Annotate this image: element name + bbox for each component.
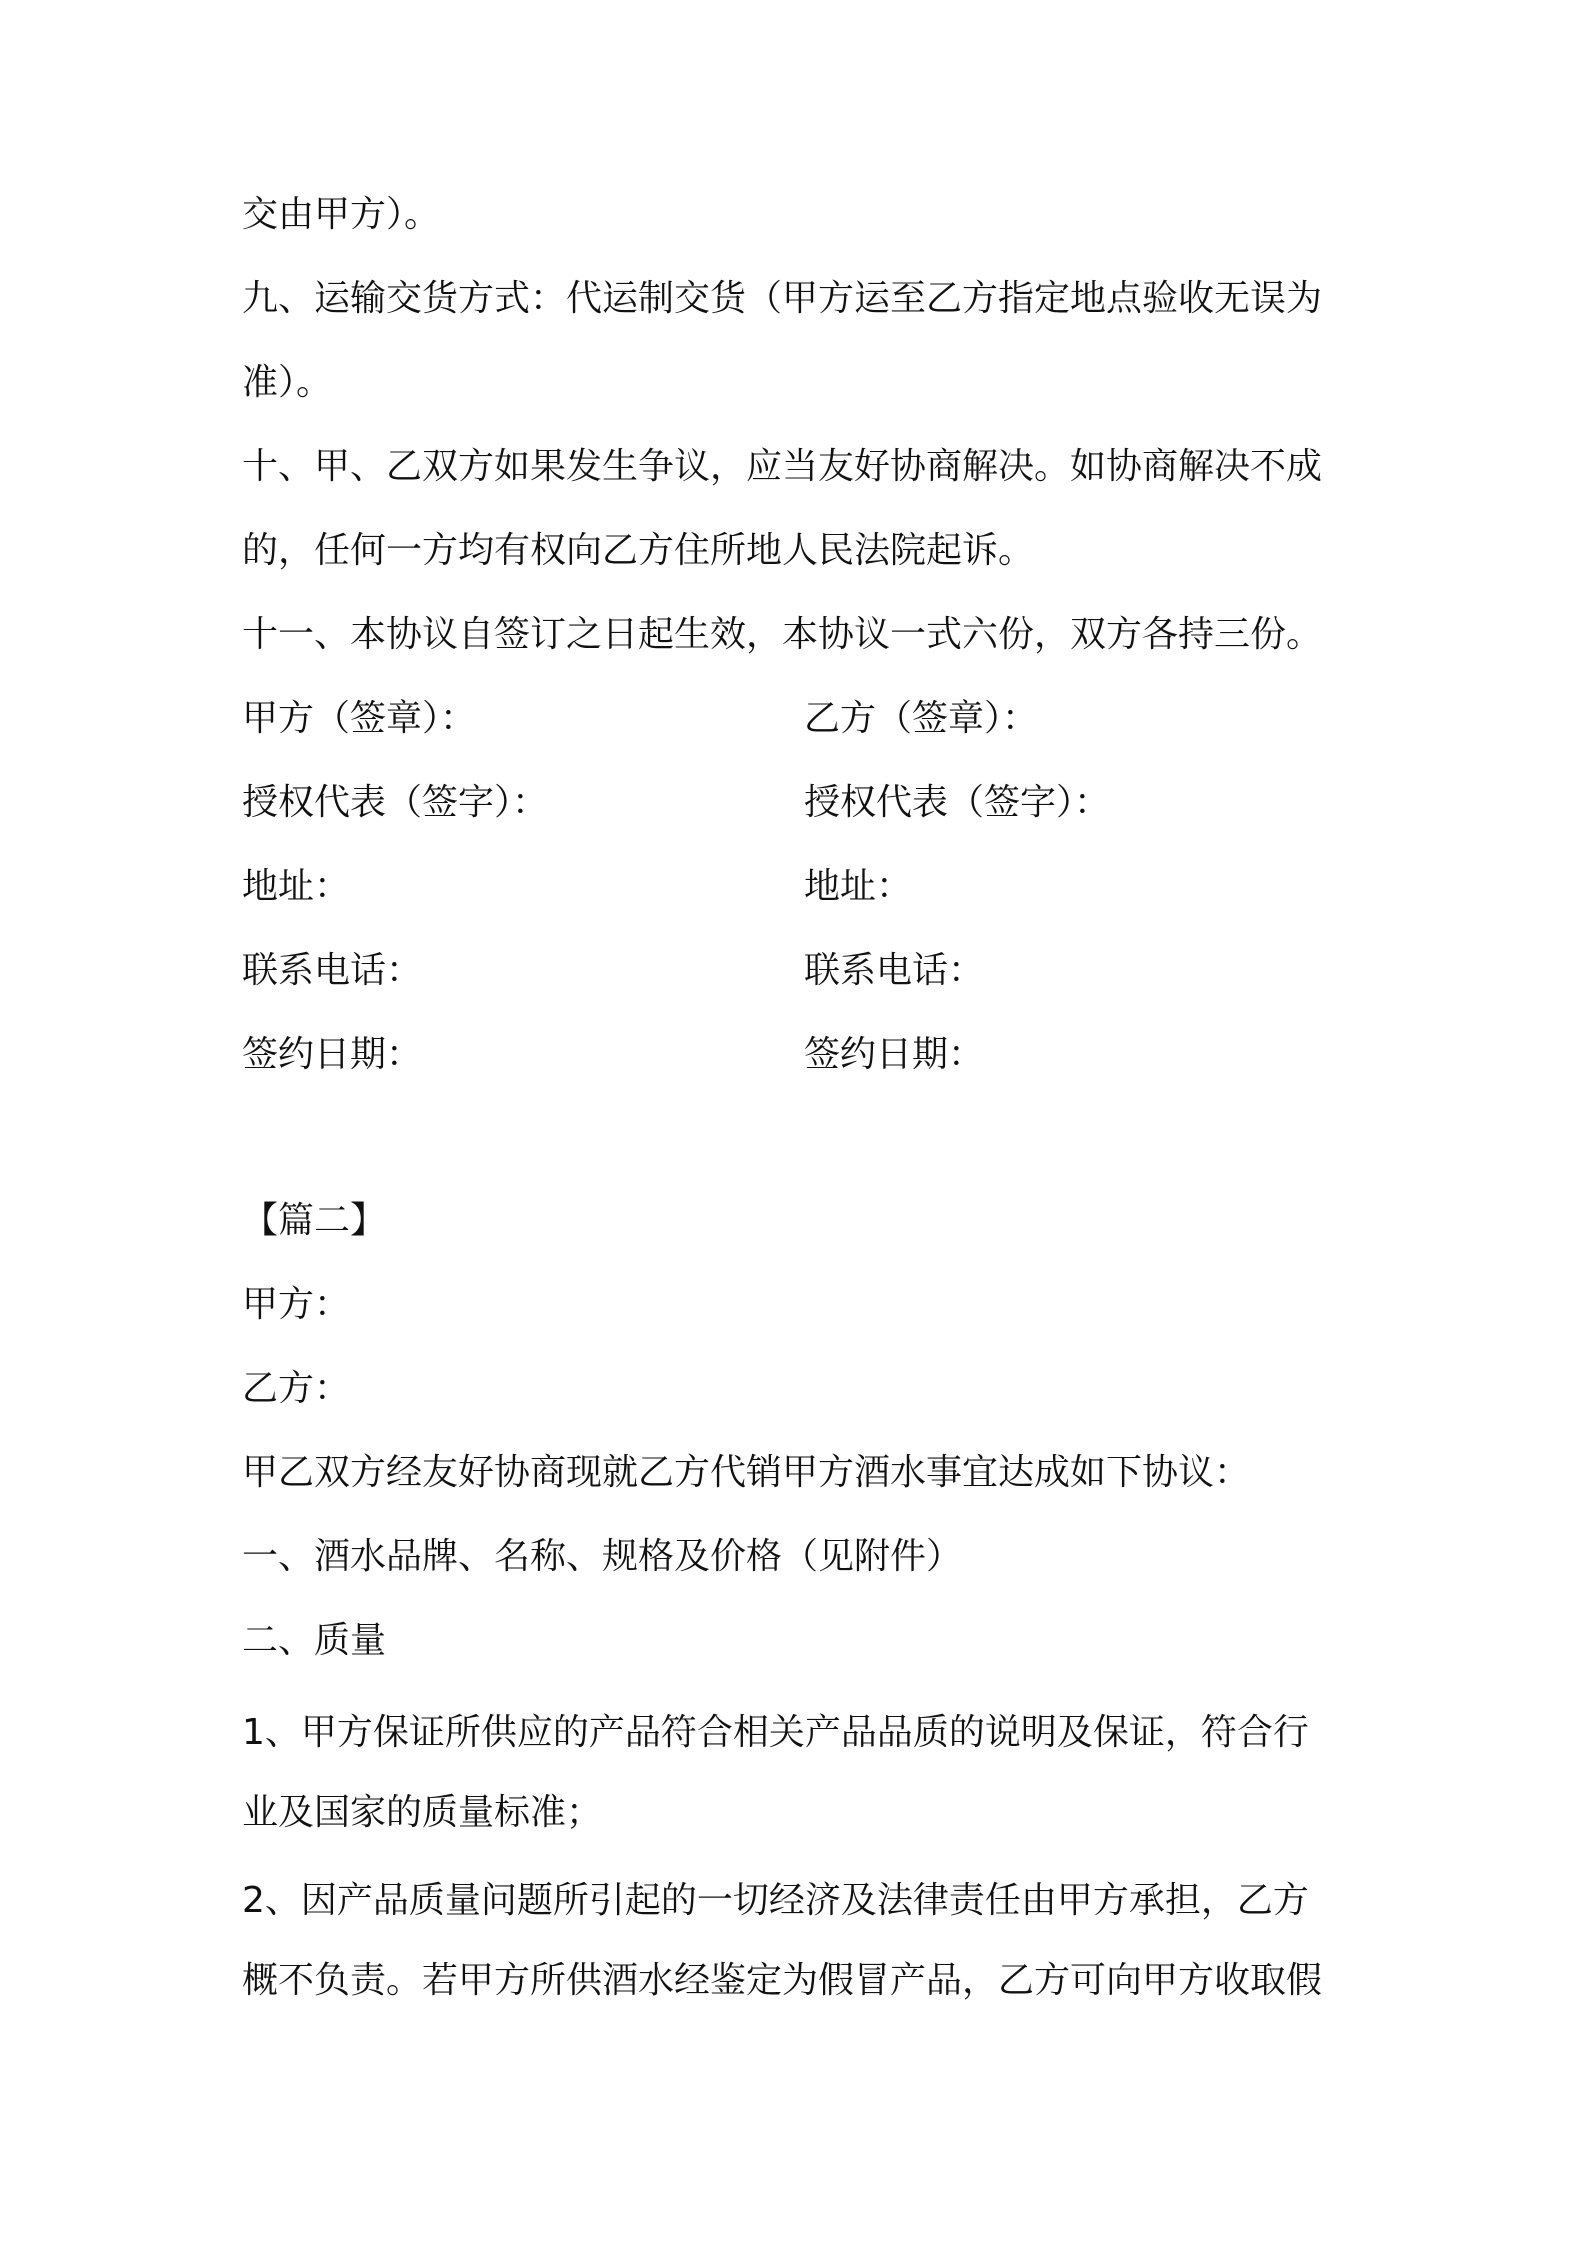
signature-row-address	[242, 862, 1352, 912]
party-a-rep: 授权代表（签字）：	[242, 782, 549, 823]
text-line: 1、甲方保证所供应的产品符合相关产品品质的说明及保证，符合行	[242, 1712, 1309, 1753]
intro-line: 甲乙双方经友好协商现就乙方代销甲方酒水事宜达成如下协议：	[242, 1452, 1251, 1493]
signature-row-phone	[242, 946, 1352, 996]
text-line: 准）。	[242, 362, 333, 403]
party-a-phone: 联系电话：	[242, 950, 423, 991]
item-one: 一、酒水品牌、名称、规格及价格（见附件）	[242, 1536, 963, 1577]
document-body	[242, 190, 1352, 2006]
party-b-phone: 联系电话：	[804, 950, 985, 991]
signature-row-rep	[242, 778, 1352, 828]
clause-ten	[242, 442, 1352, 576]
signature-row-date	[242, 1030, 1352, 1080]
party-a-date: 签约日期：	[242, 1034, 423, 1075]
party-a-seal: 甲方（签章）：	[242, 698, 477, 739]
item-two: 二、质量	[242, 1620, 387, 1661]
section-heading: 【篇二】	[242, 1200, 387, 1241]
clause-nine	[242, 274, 1352, 408]
text-line: 九、运输交货方式：代运制交货（甲方运至乙方指定地点验收无误为	[242, 278, 1323, 319]
party-b-date: 签约日期：	[804, 1034, 985, 1075]
party-b-line: 乙方：	[242, 1368, 351, 1409]
text-line: 的，任何一方均有权向乙方住所地人民法院起诉。	[242, 530, 1035, 571]
signature-row-seal	[242, 694, 1352, 744]
party-b-seal: 乙方（签章）：	[804, 698, 1039, 739]
party-b-rep: 授权代表（签字）：	[804, 782, 1111, 823]
text-line: 概不负责。若甲方所供酒水经鉴定为假冒产品，乙方可向甲方收取假	[242, 1960, 1323, 2001]
party-a-line: 甲方：	[242, 1284, 351, 1325]
text-line: 交由甲方）。	[242, 194, 441, 235]
text-line: 业及国家的质量标准；	[242, 1792, 603, 1833]
text-line: 2、因产品质量问题所引起的一切经济及法律责任由甲方承担，乙方	[242, 1880, 1309, 1921]
party-a-address: 地址：	[242, 866, 351, 907]
quality-clause-1	[242, 1708, 1352, 1838]
party-b-address: 地址：	[804, 866, 913, 907]
quality-clause-2	[242, 1876, 1352, 2006]
clause-eleven: 十一、本协议自签订之日起生效，本协议一式六份，双方各持三份。	[242, 614, 1323, 655]
signature-block	[242, 694, 1352, 1080]
text-line: 十、甲、乙双方如果发生争议，应当友好协商解决。如协商解决不成	[242, 446, 1323, 487]
